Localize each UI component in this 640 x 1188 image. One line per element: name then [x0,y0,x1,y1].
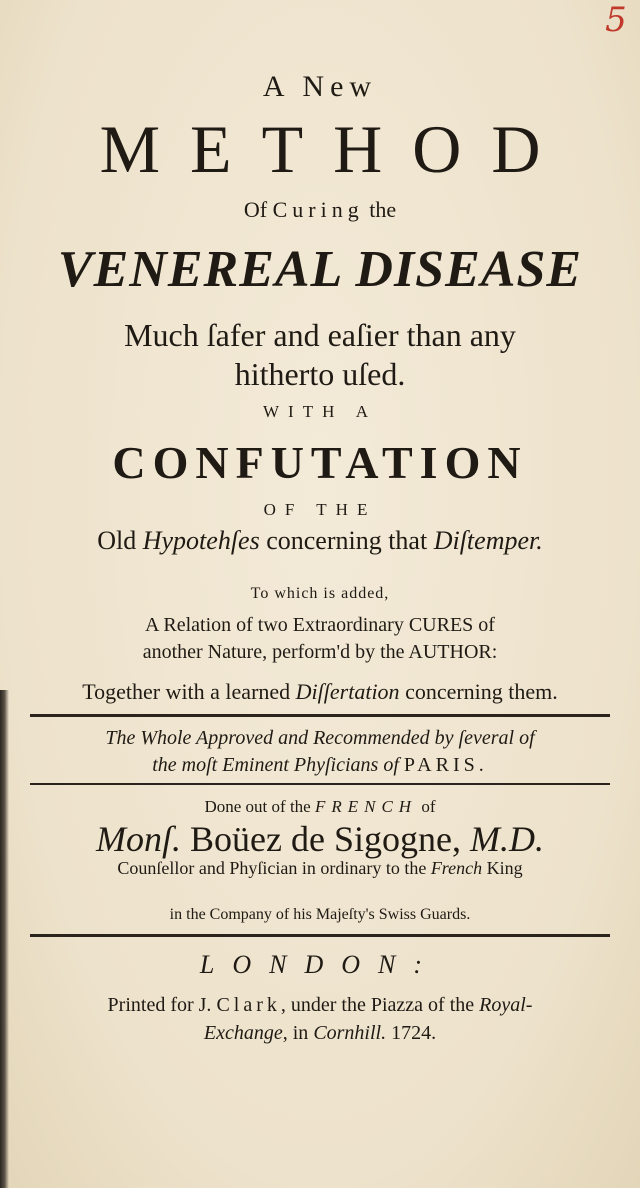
title-line-london: LONDON: [199,950,441,979]
title-line-of-curing: Of Curing the [243,197,397,222]
title-line-to-which: To which is added, [250,585,390,602]
title-line-of-the: OF THE [263,500,377,519]
title-line-confutation: CONFUTATION [112,437,528,488]
title-line-whole-approved: The Whole Approved and Recommended by ſeveral of [105,727,535,749]
title-line-relation: A Relation of two Extraordinary CURES of [145,614,495,636]
title-line-a-new: A New [262,70,378,103]
title-line-printed-for: Printed for J. Clark, under the Piazza of the Royal- [107,994,533,1016]
title-line-venereal-disease: VENEREAL DISEASE [57,241,583,298]
title-line-with-a: WITH A [263,402,377,421]
divider-rule [30,934,610,937]
title-line-hypotheses: Old Hypotehſes concerning that Diſtemper. [97,526,543,555]
title-line-another-nature: another Nature, perform'd by the AUTHOR: [142,641,498,663]
title-line-done-out: Done out of the FRENCH of [204,797,436,816]
divider-rule [30,714,610,717]
page-number: 5 [605,0,627,40]
title-line-eminent-physicians: the moſt Eminent Phyſicians of PARIS. [152,754,488,776]
title-line-hitherto: hitherto uſed. [234,356,406,392]
title-line-safer-easier: Much ſafer and eaſier than any [124,317,516,353]
title-line-together: Together with a learned Diſſertation concerning them. [82,679,558,704]
title-line-counsellor: Counſellor and Phyſician in ordinary to the French King [117,858,523,878]
title-line-author-name: Monſ. Boüez de Sigogne, M.D. [96,819,544,859]
title-line-method: METHOD [99,111,571,187]
title-line-exchange: Exchange, in Cornhill. 1724. [203,1022,437,1044]
divider-rule [30,783,610,785]
title-line-swiss-guards: in the Company of his Majeſty's Swiss Guards. [169,906,471,923]
